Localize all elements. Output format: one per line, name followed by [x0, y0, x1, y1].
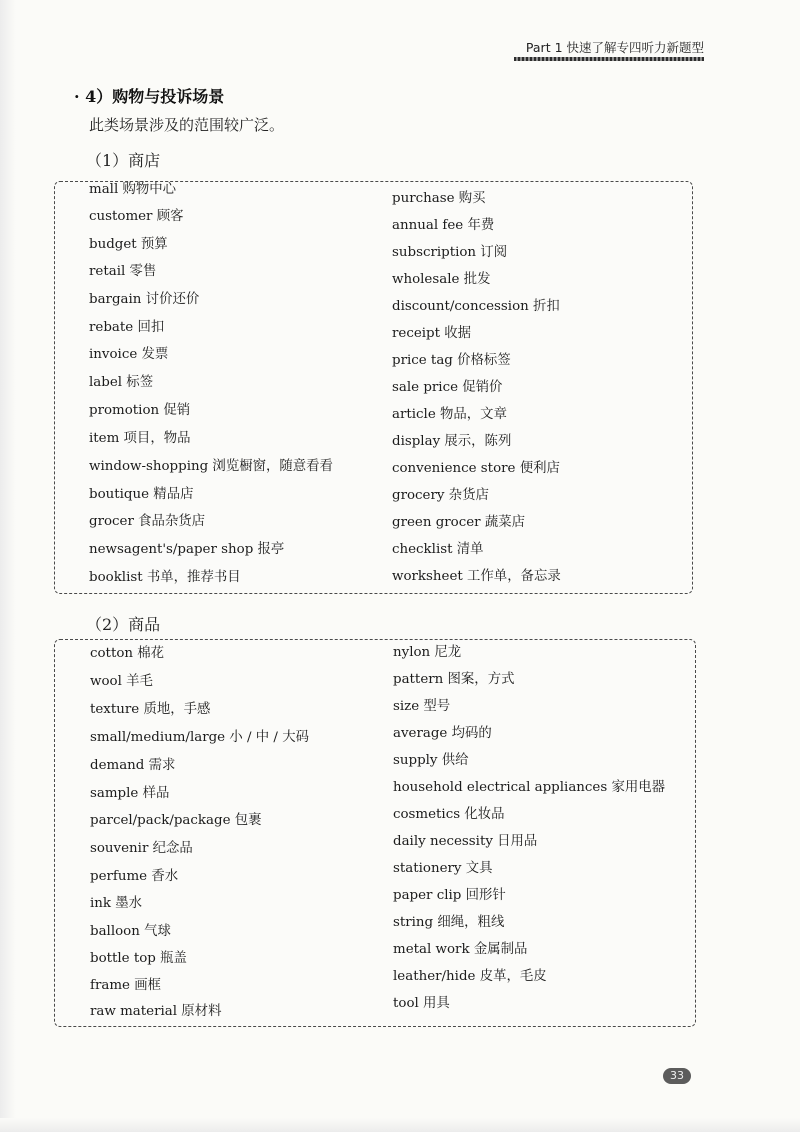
goods-item-metal-work: metal work 金属制品 [393, 942, 528, 957]
goods-item-supply: supply 供给 [393, 753, 469, 768]
goods-box [54, 639, 696, 1027]
store-title: （1）商店 [86, 151, 161, 170]
goods-item-daily-necessity: daily necessity 日用品 [393, 834, 538, 849]
goods-item-size: size 型号 [393, 699, 451, 714]
store-item-budget: budget 预算 [89, 237, 168, 252]
store-item-discount: discount/concession 折扣 [392, 299, 560, 314]
goods-item-demand: demand 需求 [90, 758, 176, 773]
store-item-label: label 标签 [89, 375, 154, 390]
goods-item-cosmetics: cosmetics 化妆品 [393, 807, 505, 822]
goods-item-nylon: nylon 尼龙 [393, 645, 462, 660]
store-item-grocer: grocer 食品杂货店 [89, 514, 206, 529]
goods-item-balloon: balloon 气球 [90, 924, 171, 939]
store-item-article: article 物品，文章 [392, 407, 507, 422]
goods-item-parcel: parcel/pack/package 包裹 [90, 813, 262, 828]
store-item-customer: customer 顾客 [89, 209, 184, 224]
page-number [663, 1068, 691, 1084]
page-number-text: 33 [670, 1069, 684, 1082]
goods-item-texture: texture 质地，手感 [90, 702, 211, 717]
goods-item-perfume: perfume 香水 [90, 869, 179, 884]
store-item-newsagent: newsagent's/paper shop 报亭 [89, 542, 285, 557]
header-rule [514, 57, 704, 61]
store-item-grocery: grocery 杂货店 [392, 488, 489, 503]
goods-item-pattern: pattern 图案，方式 [393, 672, 515, 687]
store-item-annual-fee: annual fee 年费 [392, 218, 495, 233]
goods-item-wool: wool 羊毛 [90, 674, 153, 689]
store-item-bargain: bargain 讨价还价 [89, 292, 200, 307]
store-item-sale-price: sale price 促销价 [392, 380, 503, 395]
store-item-rebate: rebate 回扣 [89, 320, 165, 335]
store-item-window-shopping: window-shopping 浏览橱窗，随意看看 [89, 459, 333, 474]
goods-title: （2）商品 [86, 615, 161, 634]
section-title: · 4）购物与投诉场景 [74, 87, 225, 106]
store-item-retail: retail 零售 [89, 264, 157, 279]
goods-item-sizes: small/medium/large 小 / 中 / 大码 [90, 730, 309, 745]
goods-item-bottle-top: bottle top 瓶盖 [90, 951, 187, 966]
goods-item-raw-material: raw material 原材料 [90, 1004, 222, 1019]
goods-item-string: string 细绳，粗线 [393, 915, 505, 930]
store-item-convenience-store: convenience store 便利店 [392, 461, 560, 476]
goods-item-cotton: cotton 棉花 [90, 646, 165, 661]
store-item-worksheet: worksheet 工作单，备忘录 [392, 569, 561, 584]
left-page-edge [0, 0, 16, 1132]
store-item-item: item 项目，物品 [89, 431, 191, 446]
store-item-promotion: promotion 促销 [89, 403, 191, 418]
goods-item-leather: leather/hide 皮革，毛皮 [393, 969, 547, 984]
goods-item-household-electrical-appliances: household electrical appliances 家用电器 [393, 780, 666, 795]
store-item-mall: mall 购物中心 [89, 182, 177, 197]
store-item-subscription: subscription 订阅 [392, 245, 508, 260]
goods-item-stationery: stationery 文具 [393, 861, 493, 876]
store-item-checklist: checklist 清单 [392, 542, 484, 557]
goods-item-average: average 均码的 [393, 726, 492, 741]
store-item-purchase: purchase 购买 [392, 191, 486, 206]
goods-item-ink: ink 墨水 [90, 896, 143, 911]
goods-item-souvenir: souvenir 纪念品 [90, 841, 193, 856]
store-item-display: display 展示，陈列 [392, 434, 512, 449]
store-item-green-grocer: green grocer 蔬菜店 [392, 515, 525, 530]
page-header [514, 34, 704, 64]
header-title: Part 1 快速了解专四听力新题型 [525, 40, 704, 55]
store-item-booklist: booklist 书单，推荐书目 [89, 570, 241, 585]
bottom-page-edge [0, 1118, 800, 1132]
section-description: 此类场景涉及的范围较广泛。 [89, 116, 285, 134]
store-item-wholesale: wholesale 批发 [392, 272, 491, 287]
store-item-price-tag: price tag 价格标签 [392, 353, 511, 368]
store-item-receipt: receipt 收据 [392, 326, 472, 341]
goods-item-paper-clip: paper clip 回形针 [393, 888, 506, 903]
goods-item-tool: tool 用具 [393, 996, 450, 1011]
goods-item-sample: sample 样品 [90, 786, 170, 801]
store-item-invoice: invoice 发票 [89, 347, 169, 362]
store-item-boutique: boutique 精品店 [89, 487, 194, 502]
goods-item-frame: frame 画框 [90, 978, 162, 993]
